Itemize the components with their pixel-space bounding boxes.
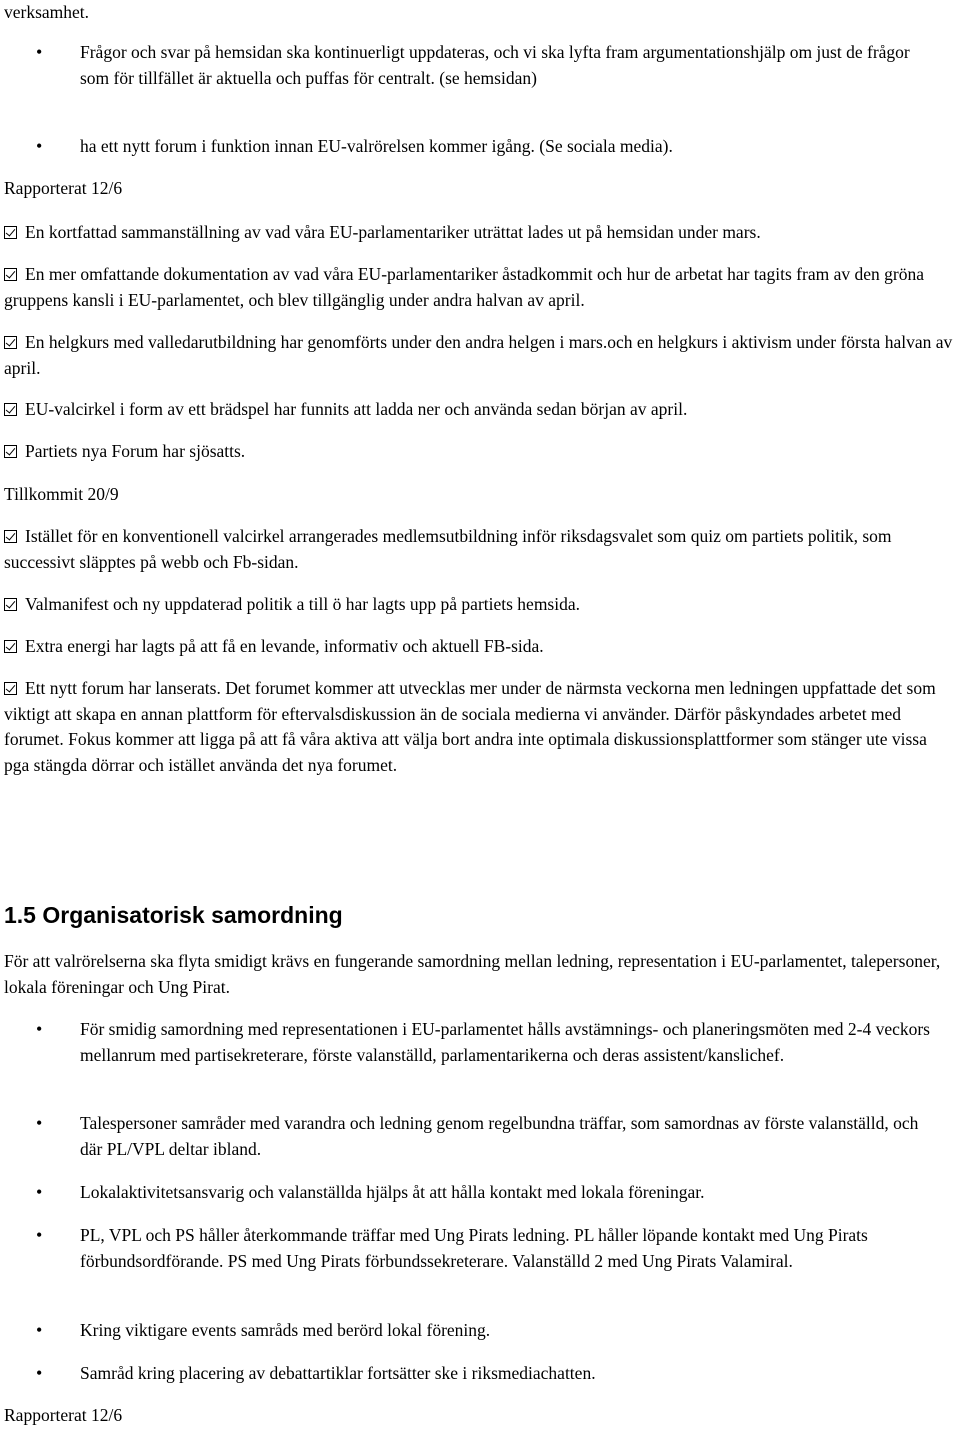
list-item-text: För smidig samordning med representationen i EU-parlamentet hålls avstämnings- och planeringsmöten med 2-4 veckors mellanrum med partisekreterare, förste valanställd, parlamentarikerna och deras assistent/kanslichef. [80, 1019, 930, 1065]
checklist-item [4, 220, 954, 246]
section-heading: Rapporterat 12/6 [4, 1405, 123, 1425]
list-item [36, 1361, 930, 1387]
paragraph-fragment: verksamhet. [4, 2, 90, 22]
list-item [36, 1111, 930, 1162]
checklist-item-text: Ett nytt forum har lanserats. Det forumet kommer att utvecklas mer under de närmsta veckorna men ledningen uppfattade det som viktigt att skapa en annan plattform för eftervalsdiskussion än de sociala medierna vi använder. Därför påskyndades arbetet med forumet. Fokus kommer att ligga på att få våra aktiva att välja bort andra inte optimala diskussionsplattformer som stänger ute vissa pga stängda dörrar och istället använda det nya forumet. [4, 678, 936, 775]
checkbox-checked-icon [4, 226, 17, 239]
checklist-item [4, 634, 954, 660]
checkbox-checked-icon [4, 403, 17, 416]
checklist-item [4, 592, 954, 618]
section-title: 1.5 Organisatorisk samordning [4, 902, 343, 928]
bullet-icon: • [36, 1182, 43, 1202]
list-item-text: Samråd kring placering av debattartiklar fortsätter ske i riksmediachatten. [80, 1363, 596, 1383]
checklist-item-text: Valmanifest och ny uppdaterad politik a till ö har lagts upp på partiets hemsida. [25, 594, 581, 614]
bullet-icon: • [36, 1363, 43, 1383]
checklist-item [4, 439, 954, 465]
section-heading: Rapporterat 12/6 [4, 178, 123, 198]
bullet-icon: • [36, 42, 43, 62]
bullet-icon: • [36, 1320, 43, 1340]
bullet-icon: • [36, 1113, 43, 1133]
checklist-item-text: En mer omfattande dokumentation av vad våra EU-parlamentariker åstadkommit och hur de arbetat har tagits fram av den gröna gruppens kansli i EU-parlamentet, och blev tillgänglig under andra halvan av april. [4, 264, 924, 310]
checkbox-checked-icon [4, 445, 17, 458]
list-item-text: Talespersoner samråder med varandra och ledning genom regelbundna träffar, som samordnas av förste valanställd, och där PL/VPL deltar ibland. [80, 1113, 919, 1159]
list-item [36, 134, 930, 160]
list-item-text: ha ett nytt forum i funktion innan EU-valrörelsen kommer igång. (Se sociala media). [80, 136, 673, 156]
checklist-item [4, 676, 954, 778]
checkbox-checked-icon [4, 682, 17, 695]
checkbox-checked-icon [4, 640, 17, 653]
list-item-text: Kring viktigare events samråds med berörd lokal förening. [80, 1320, 491, 1340]
list-item-text: Lokalaktivitetsansvarig och valanställda hjälps åt att hålla kontakt med lokala föreningar. [80, 1182, 705, 1202]
list-item-text: Frågor och svar på hemsidan ska kontinuerligt uppdateras, och vi ska lyfta fram argumentationshjälp om just de frågor som för tillfället är aktuella och puffas för centralt. (se hemsidan) [80, 42, 910, 88]
list-item-text: PL, VPL och PS håller återkommande träffar med Ung Pirats ledning. PL håller löpande kontakt med Ung Pirats förbundsordförande. PS med Ung Pirats förbundssekreterare. Valanställd 2 med Ung Pirats Valamiral. [80, 1225, 868, 1271]
checklist-item-text: En helgkurs med valledarutbildning har genomförts under den andra helgen i mars.och en helgkurs i aktivism under första halvan av april. [4, 332, 953, 378]
bullet-icon: • [36, 136, 43, 156]
checklist-item [4, 262, 954, 313]
bullet-icon: • [36, 1019, 43, 1039]
list-item [36, 1017, 930, 1068]
list-item [36, 1318, 930, 1344]
checkbox-checked-icon [4, 336, 17, 349]
checkbox-checked-icon [4, 598, 17, 611]
section-heading: Tillkommit 20/9 [4, 484, 119, 504]
checklist-item-text: Partiets nya Forum har sjösatts. [25, 441, 246, 461]
section-intro: För att valrörelserna ska flyta smidigt krävs en fungerande samordning mellan ledning, representation i EU-parlamentet, talepersoner, lokala föreningar och Ung Pirat. [4, 951, 941, 997]
checklist-item-text: Istället för en konventionell valcirkel arrangerades medlemsutbildning inför riksdagsvalet som quiz om partiets politik, som successivt släpptes på webb och Fb-sidan. [4, 526, 892, 572]
bullet-icon: • [36, 1225, 43, 1245]
list-item [36, 1180, 930, 1206]
checkbox-checked-icon [4, 268, 17, 281]
checklist-item [4, 397, 954, 423]
checklist-item [4, 524, 954, 575]
checkbox-checked-icon [4, 530, 17, 543]
checklist-item-text: EU-valcirkel i form av ett brädspel har funnits att ladda ner och använda sedan början av april. [25, 399, 688, 419]
checklist-item-text: Extra energi har lagts på att få en levande, informativ och aktuell FB-sida. [25, 636, 544, 656]
checklist-item [4, 330, 954, 381]
list-item [36, 40, 930, 91]
list-item [36, 1223, 930, 1274]
checklist-item-text: En kortfattad sammanställning av vad våra EU-parlamentariker uträttat lades ut på hemsidan under mars. [25, 222, 761, 242]
